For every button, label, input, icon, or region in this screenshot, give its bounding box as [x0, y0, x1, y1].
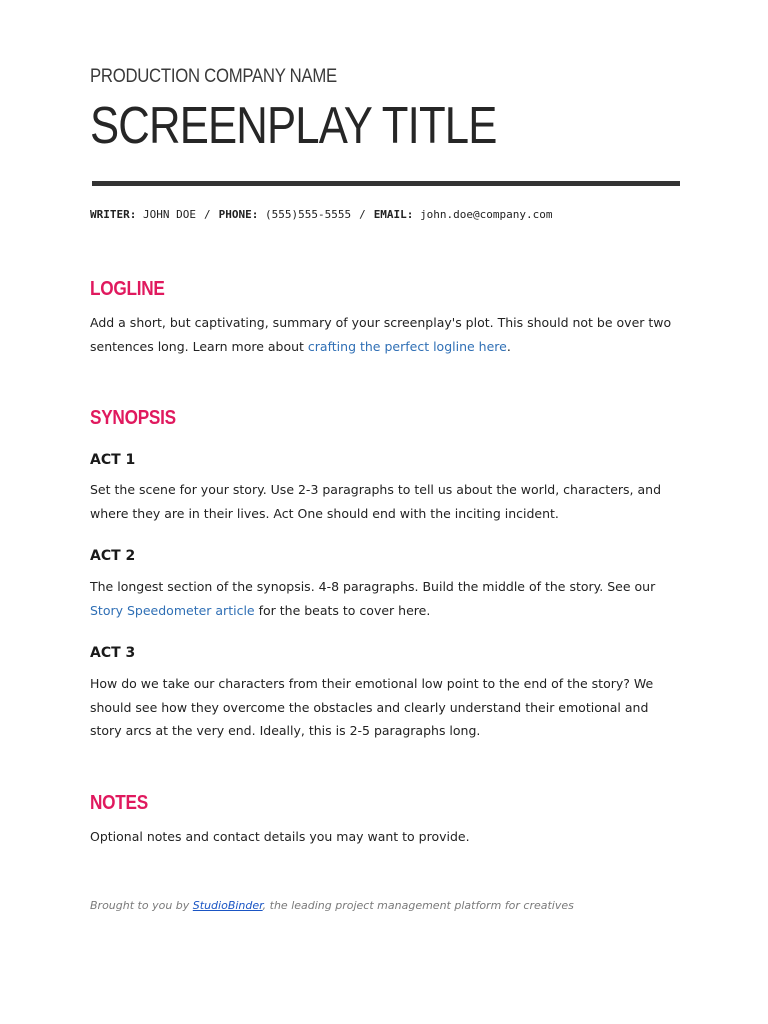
act2-text: The longest section of the synopsis. 4-8 paragraphs. Build the middle of the story. See our Story Speedometer article for the beats to cover here. [90, 579, 656, 618]
story-speedometer-link[interactable]: Story Speedometer article [90, 602, 255, 618]
contact-line [90, 208, 553, 221]
logline-text: Add a short, but captivating, summary of your screenplay's plot. This should not be over two sentences long. Learn more about crafting the perfect logline here. [90, 315, 672, 354]
company-name: PRODUCTION COMPANY NAME [90, 66, 337, 87]
act3-text: How do we take our characters from their emotional low point to the end of the story? We should see how they overcome the obstacles and clearly understand their emotional and story arcs at the very end. Ideally, this is 2-5 paragraphs long. [90, 676, 654, 738]
logline-link[interactable]: crafting the perfect logline here [307, 338, 507, 354]
studiobinder-link[interactable]: StudioBinder [192, 899, 263, 912]
email-address: john.doe@company.com [420, 208, 553, 221]
act2-heading: ACT 2 [90, 548, 136, 564]
logline-heading: LOGLINE [90, 278, 165, 300]
notes-heading: NOTES [90, 792, 148, 814]
footer-credit: Brought to you by StudioBinder, the leading project management platform for creatives [90, 899, 574, 912]
title-divider [92, 181, 680, 186]
act1-text: Set the scene for your story. Use 2-3 paragraphs to tell us about the world, characters, and where they are in their lives. Act One should end with the inciting incident. [90, 482, 662, 521]
phone-number: (555)555-5555 [264, 208, 352, 221]
contact-separator: / [203, 208, 211, 221]
notes-text: Optional notes and contact details you may want to provide. [90, 829, 470, 844]
phone-label: PHONE: [218, 208, 259, 221]
act1-heading: ACT 1 [90, 452, 136, 468]
screenplay-title: SCREENPLAY TITLE [90, 97, 497, 155]
writer-label: WRITER: [90, 208, 137, 221]
contact-separator: / [359, 208, 366, 221]
email-label: EMAIL: [373, 208, 414, 221]
act3-heading: ACT 3 [90, 645, 136, 661]
writer-name: JOHN DOE [142, 208, 196, 221]
synopsis-heading: SYNOPSIS [90, 407, 176, 429]
